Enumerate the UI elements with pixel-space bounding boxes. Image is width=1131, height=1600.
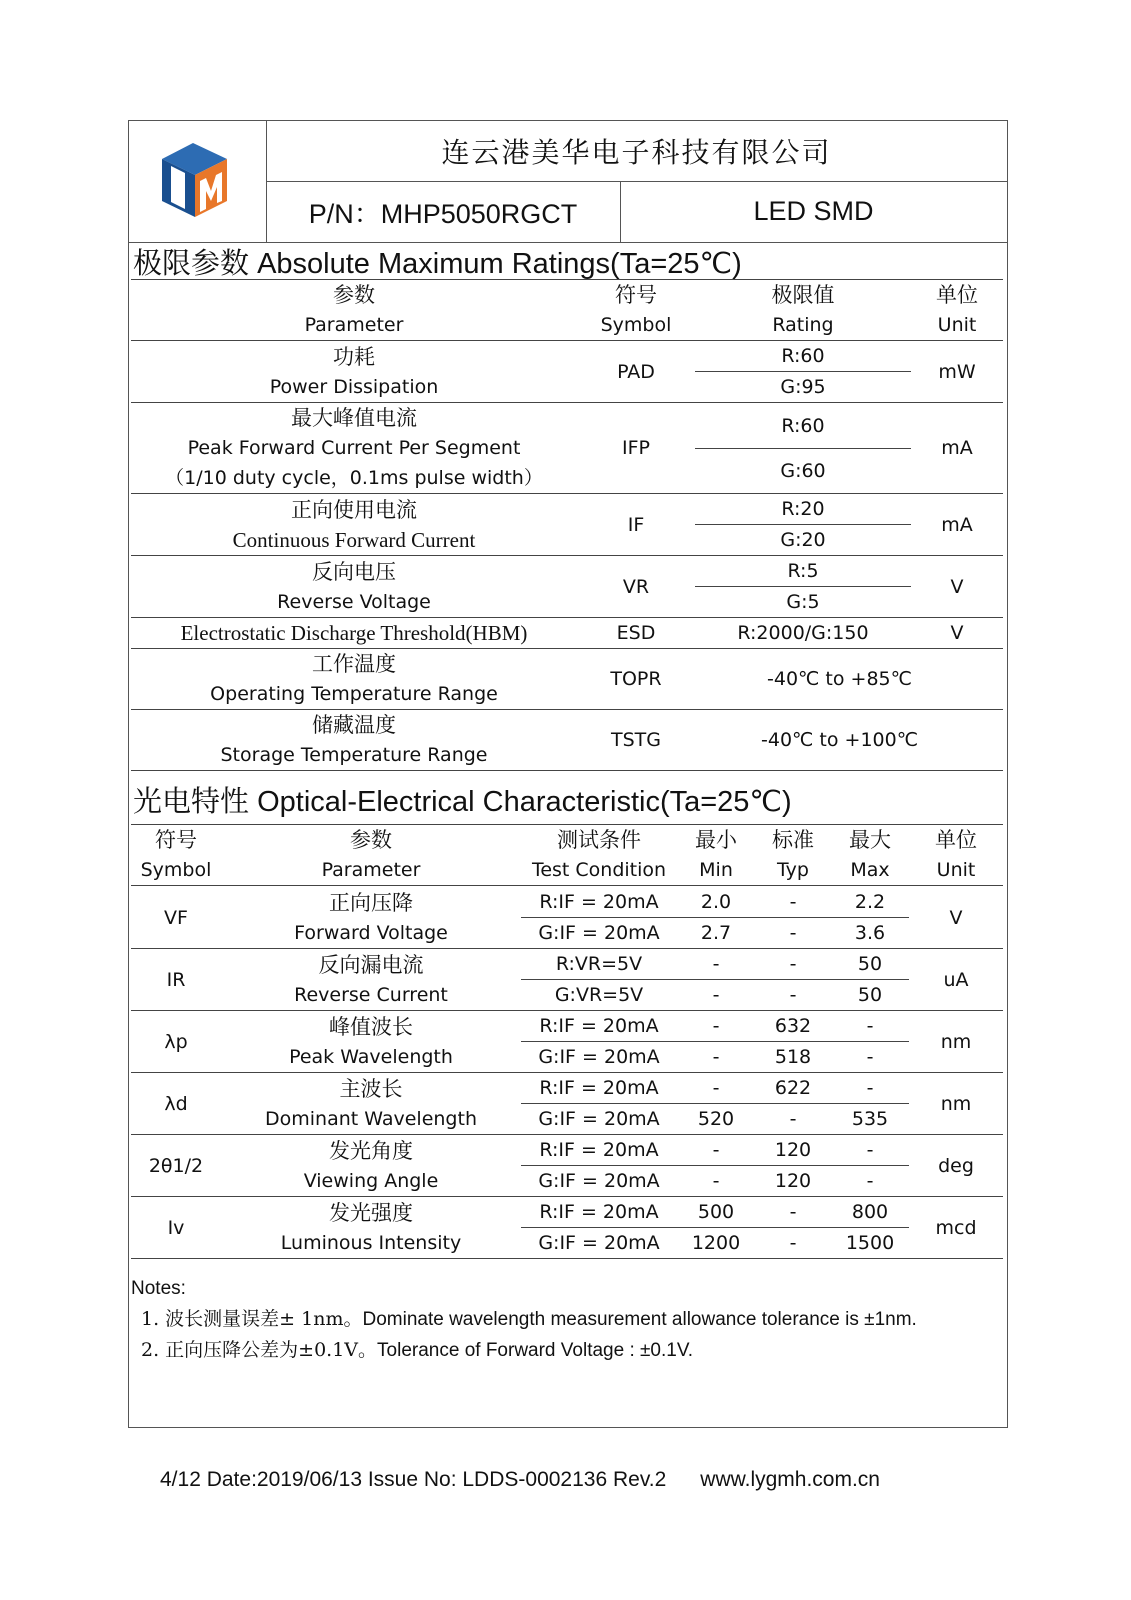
oec-min: 500 — [677, 1197, 755, 1228]
oec-unit: nm — [909, 1073, 1003, 1135]
oec-symbol: Iv — [131, 1197, 221, 1259]
oec-typ: 120 — [755, 1166, 831, 1197]
oec-unit: V — [949, 906, 963, 929]
amr-unit: mA — [911, 494, 1003, 556]
oec-symbol: 2θ1/2 — [131, 1135, 221, 1197]
amr-rating: -40℃ to +100℃ — [695, 710, 1003, 771]
oec-param: 反向漏电流 Reverse Current — [221, 949, 521, 1011]
amr-symbol: VR — [577, 556, 695, 618]
oec-param: 主波长 Dominant Wavelength — [221, 1073, 521, 1135]
oec-unit: uA — [909, 949, 1003, 1011]
oec-unit: nm — [909, 1011, 1003, 1073]
amr-rating-g: G:60 — [695, 449, 911, 494]
oec-min: - — [677, 980, 755, 1011]
oec-cond: G:VR=5V — [521, 980, 677, 1011]
amr-param: Electrostatic Discharge Threshold(HBM) — [131, 618, 577, 649]
oec-cond: G:IF = 20mA — [521, 918, 677, 949]
amr-rating-r: R:5 — [695, 556, 911, 587]
oec-param: 正向压降 Forward Voltage — [294, 890, 448, 944]
oec-head-param: 参数 Parameter — [221, 825, 521, 886]
oec-typ: - — [789, 891, 797, 913]
company-logo — [129, 121, 267, 242]
amr-rating-r: R:20 — [695, 494, 911, 525]
oec-symbol: IR — [131, 949, 221, 1011]
oec-typ: - — [755, 1104, 831, 1135]
oec-param: 发光角度 Viewing Angle — [221, 1135, 521, 1197]
oec-cond: G:IF = 20mA — [521, 1166, 677, 1197]
oec-max: 2.2 — [854, 891, 886, 913]
oec-typ: - — [755, 1197, 831, 1228]
amr-head-symbol: 符号 Symbol — [577, 280, 695, 341]
oec-typ: - — [755, 949, 831, 980]
oec-head-unit: 单位 Unit — [909, 825, 1003, 886]
amr-param: 储藏温度 Storage Temperature Range — [131, 710, 577, 771]
oec-max: 1500 — [831, 1228, 909, 1259]
amr-symbol: TSTG — [577, 710, 695, 771]
amr-symbol: TOPR — [577, 649, 695, 710]
oec-max: 800 — [831, 1197, 909, 1228]
amr-param: 工作温度 Operating Temperature Range — [131, 649, 577, 710]
oec-min: - — [677, 1011, 755, 1042]
notes — [131, 1274, 917, 1366]
oec-typ: 120 — [755, 1135, 831, 1166]
amr-symbol: IF — [577, 494, 695, 556]
amr-rating: R:2000/G:150 — [695, 618, 911, 649]
logo-icon — [129, 121, 266, 242]
amr-param: 反向电压 Reverse Voltage — [131, 556, 577, 618]
amr-rating: -40℃ to +85℃ — [695, 649, 1003, 710]
oec-cond: G:IF = 20mA — [521, 1228, 677, 1259]
oec-head-min: 最小 Min — [677, 825, 755, 886]
oec-min: - — [677, 1042, 755, 1073]
oec-head-symbol: 符号 Symbol — [131, 825, 221, 886]
oec-symbol: λd — [131, 1073, 221, 1135]
oec-max: 535 — [831, 1104, 909, 1135]
amr-symbol: IFP — [577, 403, 695, 494]
oec-cond: R:IF = 20mA — [521, 1197, 677, 1228]
amr-param: 最大峰值电流 Peak Forward Current Per Segment （1/10 duty cycle，0.1ms pulse width） — [131, 403, 577, 494]
datasheet-frame — [128, 120, 1008, 1428]
oec-param: 峰值波长 Peak Wavelength — [221, 1011, 521, 1073]
oec-head-typ: 标准 Typ — [755, 825, 831, 886]
oec-max: - — [831, 1042, 909, 1073]
amr-param: 功耗 Power Dissipation — [131, 341, 577, 403]
oec-symbol: VF — [164, 906, 188, 929]
oec-min: - — [677, 1135, 755, 1166]
oec-min: 2.7 — [677, 918, 755, 949]
oec-cond: R:IF = 20mA — [521, 1073, 677, 1104]
oec-min: - — [677, 949, 755, 980]
amr-unit: mA — [911, 403, 1003, 494]
oec-typ: 518 — [755, 1042, 831, 1073]
oec-unit: mcd — [909, 1197, 1003, 1259]
oec-typ: 622 — [755, 1073, 831, 1104]
oec-cond: R:IF = 20mA — [521, 1135, 677, 1166]
amr-rating-g: G:20 — [695, 525, 911, 556]
amr-symbol: PAD — [577, 341, 695, 403]
oec-table — [131, 824, 1003, 886]
oec-cond: G:IF = 20mA — [521, 1104, 677, 1135]
header-block — [129, 121, 1007, 243]
oec-min: 520 — [677, 1104, 755, 1135]
oec-min: 2.0 — [700, 891, 732, 913]
amr-head-rating: 极限值 Rating — [695, 280, 911, 341]
notes-title: Notes: — [131, 1278, 186, 1299]
amr-param: 正向使用电流 Continuous Forward Current — [131, 494, 577, 556]
oec-cond: R:IF = 20mA — [539, 891, 659, 913]
oec-cond: R:IF = 20mA — [521, 1011, 677, 1042]
amr-rating-r: R:60 — [695, 341, 911, 372]
oec-cond: R:VR=5V — [521, 949, 677, 980]
amr-head-param: 参数 Parameter — [131, 280, 577, 341]
footer-issue: 4/12 Date:2019/06/13 Issue No: LDDS-0002136 Rev.2 — [160, 1468, 667, 1491]
amr-head-unit: 单位 Unit — [911, 280, 1003, 341]
amr-table — [131, 279, 1003, 771]
oec-typ: 632 — [755, 1011, 831, 1042]
oec-max: - — [831, 1011, 909, 1042]
part-number: P/N：MHP5050RGCT — [266, 181, 621, 242]
note-1: 1. 波长测量误差± 1nm。Dominate wavelength measurement allowance tolerance is ±1nm. — [141, 1308, 917, 1330]
amr-rating-g: G:95 — [695, 372, 911, 403]
oec-max: - — [831, 1073, 909, 1104]
amr-symbol: ESD — [577, 618, 695, 649]
amr-rating-r: R:60 — [695, 403, 911, 449]
oec-param: 发光强度 Luminous Intensity — [221, 1197, 521, 1259]
oec-typ: - — [755, 1228, 831, 1259]
oec-max: 50 — [831, 949, 909, 980]
oec-typ: - — [755, 980, 831, 1011]
company-name: 连云港美华电子科技有限公司 — [266, 121, 1007, 182]
oec-head-max: 最大 Max — [831, 825, 909, 886]
amr-title: 极限参数 Absolute Maximum Ratings(Ta=25℃) — [133, 246, 742, 280]
amr-unit: V — [911, 618, 1003, 649]
oec-title: 光电特性 Optical-Electrical Characteristic(Ta=25℃) — [133, 784, 792, 818]
amr-rating-g: G:5 — [695, 587, 911, 618]
oec-min: - — [677, 1073, 755, 1104]
amr-unit: V — [911, 556, 1003, 618]
oec-max: 3.6 — [831, 918, 909, 949]
footer-url: www.lygmh.com.cn — [700, 1468, 880, 1491]
product-type: LED SMD — [753, 196, 874, 226]
oec-head-cond: 测试条件 Test Condition — [521, 825, 677, 886]
page-footer — [160, 1468, 970, 1492]
oec-body — [131, 887, 1003, 1259]
oec-max: - — [831, 1166, 909, 1197]
oec-cond: G:IF = 20mA — [521, 1042, 677, 1073]
oec-min: - — [677, 1166, 755, 1197]
oec-min: 1200 — [677, 1228, 755, 1259]
oec-typ: - — [755, 918, 831, 949]
oec-max: 50 — [831, 980, 909, 1011]
oec-unit: deg — [909, 1135, 1003, 1197]
oec-symbol: λp — [131, 1011, 221, 1073]
amr-unit: mW — [911, 341, 1003, 403]
oec-max: - — [831, 1135, 909, 1166]
note-2: 2. 正向压降公差为±0.1V。Tolerance of Forward Voltage : ±0.1V. — [141, 1339, 694, 1361]
